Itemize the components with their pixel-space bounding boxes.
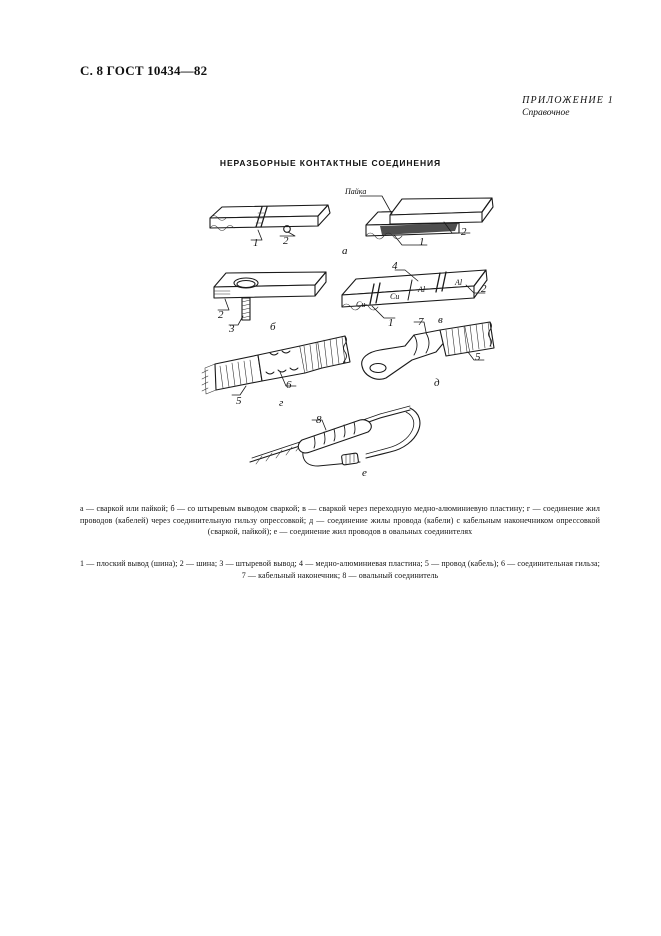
label-g-5: 5: [236, 395, 242, 407]
label-a2-1: 1: [419, 236, 425, 248]
label-letter-b: б: [270, 321, 276, 333]
figure-caption-numbers: 1 — плоский вывод (шина); 2 — шина; 3 — штыревой вывод; 4 — медно-алюминиевая пластина; 5 — провод (кабель); 6 — соединительная гильза; 7 — кабельный наконечник; 8 — овальный соединитель: [80, 559, 600, 580]
label-letter-d: д: [434, 377, 440, 389]
drawing-e-oval-connector: [250, 406, 420, 479]
label-a2-2: 2: [461, 226, 467, 238]
label-b-3: 3: [229, 323, 235, 335]
label-g-6: 6: [286, 379, 292, 391]
appendix-subtitle: Справочное: [522, 108, 570, 118]
page-header: С. 8 ГОСТ 10434—82: [80, 63, 208, 78]
label-letter-g: г: [279, 397, 284, 409]
label-v-1: 1: [388, 317, 394, 329]
label-al-1: Al: [418, 285, 426, 294]
label-solder: Пайка: [345, 187, 367, 196]
label-e-8: 8: [316, 414, 322, 426]
label-a-2: 2: [283, 235, 289, 247]
drawing-d-cable-lug: [362, 316, 494, 389]
drawing-g-crimp-sleeve: [202, 336, 350, 409]
drawing-a-soldered-lap-joint: [342, 187, 493, 257]
label-v-2: 2: [481, 283, 487, 295]
section-title: НЕРАЗБОРНЫЕ КОНТАКТНЫЕ СОЕДИНЕНИЯ: [219, 158, 442, 168]
label-al-2: Al: [455, 278, 463, 287]
label-letter-a: а: [342, 245, 348, 257]
drawing-b-pin-terminal: [214, 272, 326, 335]
label-letter-e: е: [362, 467, 367, 479]
drawing-a-welded-busbars: [210, 205, 330, 249]
appendix-title: ПРИЛОЖЕНИЕ 1: [522, 95, 614, 106]
drawing-v-transition-plate: [342, 260, 487, 329]
label-a-1: 1: [253, 237, 259, 249]
label-d-5: 5: [475, 351, 481, 363]
figure-caption-letters: а — сваркой или пайкой; б — со штыревым выводом сваркой; в — сваркой через переходную медно-алюминиевую пластину; г — соединение жил проводов (кабелей) через соединительную гильзу опрессовкой; д — соединение жилы провода (кабели) с кабельным наконечником опрессовкой (сваркой, пайкой); е — соединение жил проводов в овальных соединителях: [80, 504, 600, 536]
label-d-7: 7: [418, 316, 424, 328]
label-b-2: 2: [218, 309, 224, 321]
label-cu-1: Cu: [356, 300, 366, 309]
label-cu-2: Cu: [390, 292, 400, 301]
label-v-4: 4: [392, 260, 398, 272]
label-letter-v: в: [438, 314, 443, 326]
